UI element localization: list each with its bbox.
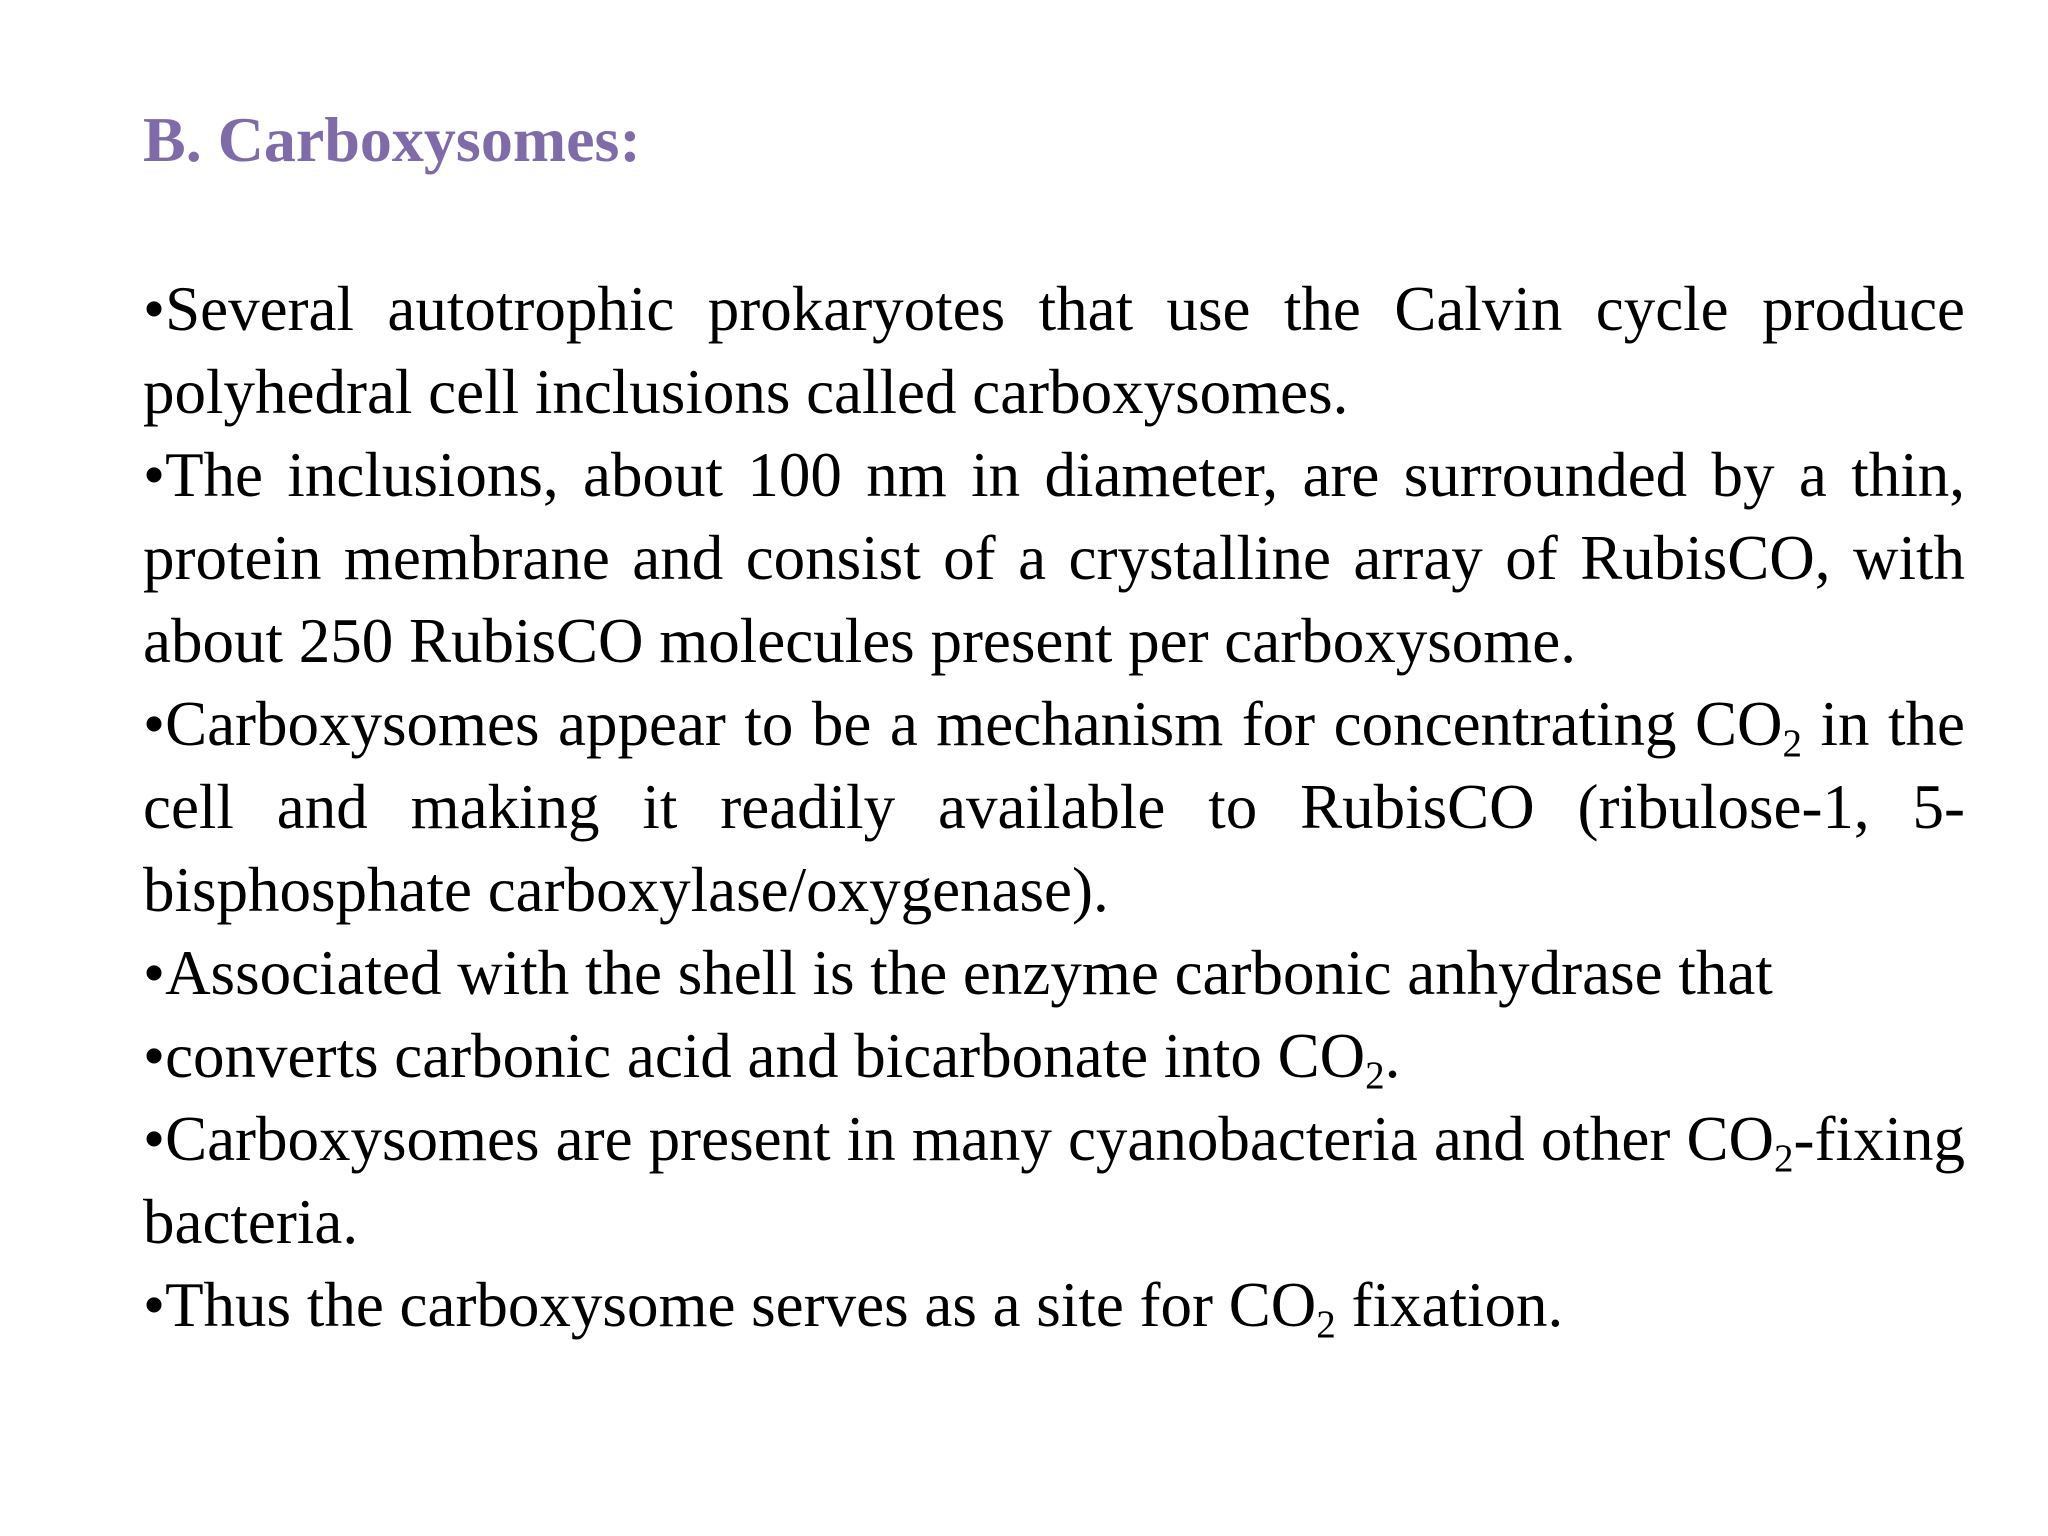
bullet-glyph: • [143,938,166,1008]
bullet-text: in the cell and making it readily available to RubisCO (ribulose-1, 5-bisphosphate carboxylase/oxygenase). [143,689,1965,925]
bullet-item [143,1264,1965,1347]
bullet-text: Several autotrophic prokaryotes that use the Calvin cycle produce polyhedral cell inclusions called carboxysomes. [143,274,1965,427]
bullet-text: The inclusions, about 100 nm in diameter, are surrounded by a thin, protein membrane and consist of a crystalline array of RubisCO, with about 250 RubisCO molecules present per carboxysome. [143,440,1965,676]
bullet-item [143,683,1965,932]
bullet-glyph: • [143,440,166,510]
bullet-text: fixation. [1335,1270,1564,1340]
bullet-text: Carboxysomes appear to be a mechanism for concentrating CO [165,689,1783,759]
subscript: 2 [1316,1302,1336,1346]
bullet-glyph: • [143,1021,166,1091]
bullet-glyph: • [143,689,166,759]
bullet-text: Thus the carboxysome serves as a site for CO [165,1270,1317,1340]
bullet-text: Associated with the shell is the enzyme carbonic anhydrase that [165,938,1773,1008]
bullet-text: converts carbonic acid and bicarbonate into CO [165,1021,1366,1091]
bullet-item [143,434,1965,683]
bullet-item [143,1098,1965,1264]
bullet-text: . [1384,1021,1401,1091]
bullet-glyph: • [143,274,166,344]
subscript: 2 [1774,1136,1794,1180]
bullet-item [143,1015,1965,1098]
subscript: 2 [1365,1053,1385,1097]
subscript: 2 [1782,721,1803,765]
slide-title: B. Carboxysomes: [143,104,641,175]
bullet-glyph: • [143,1104,166,1174]
bullet-text: Carboxysomes are present in many cyanobacteria and other CO [165,1104,1774,1174]
bullet-item [143,932,1965,1015]
bullet-list [143,268,1965,1347]
bullet-glyph: • [143,1270,166,1340]
bullet-item [143,268,1965,434]
bullet-text: -fixing bacteria. [143,1104,1965,1257]
